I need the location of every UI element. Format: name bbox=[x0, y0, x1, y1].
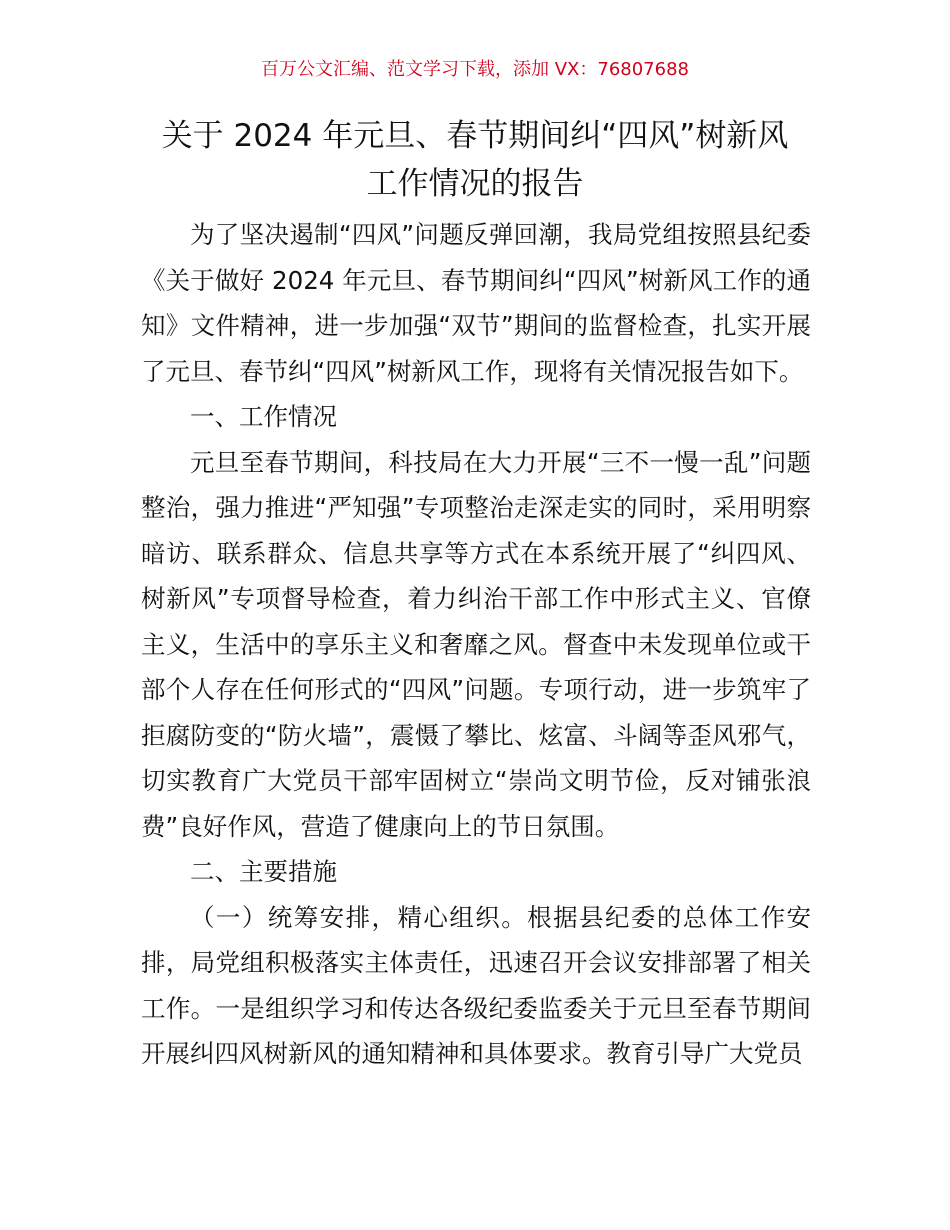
title-line-2: 工作情况的报告 bbox=[366, 166, 584, 202]
section-1-paragraph: 元旦至春节期间，科技局在大力开展“三不一慢一乱”问题整治，强力推进“严知强”专项整治走深走实的同时，采用明察暗访、联系群众、信息共享等方式在本系统开展了“纠四风、树新风”专项督导检查，着力纠治干部工作中形式主义、官僚主义，生活中的享乐主义和奢靡之风。督查中未发现单位或干部个人存在任何形式的“四风”问题。专项行动，进一步筑牢了拒腐防变的“防火墙”，震慑了攀比、炫富、斗阔等歪风邪气，切实教育广大党员干部牢固树立“崇尚文明节俭，反对铺张浪费”良好作风，营造了健康向上的节日氛围。 bbox=[141, 447, 811, 841]
intro-paragraph: 为了坚决遏制“四风”问题反弹回潮，我局党组按照县纪委《关于做好 2024 年元旦、春节期间纠“四风”树新风工作的通知》文件精神，进一步加强“双节”期间的监督检查，扎实开展了元旦、春节纠“四风”树新风工作，现将有关情况报告如下。 bbox=[141, 220, 811, 386]
section-1-heading: 一、工作情况 bbox=[190, 402, 337, 431]
section-2-heading: 二、主要措施 bbox=[190, 857, 337, 886]
section-2-paragraph: （一）统筹安排，精心组织。根据县纪委的总体工作安排，局党组积极落实主体责任，迅速召开会议安排部署了相关工作。一是组织学习和传达各级纪委监委关于元旦至春节期间开展纠四风树新风的通知精神和具体要求。教育引导广大党员 bbox=[141, 902, 811, 1068]
document-body bbox=[141, 212, 811, 1077]
header-note: 百万公文汇编、范文学习下载，添加 VX：76807688 bbox=[261, 59, 689, 80]
document-title bbox=[120, 112, 830, 208]
title-line-1: 关于 2024 年元旦、春节期间纠“四风”树新风 bbox=[161, 118, 789, 154]
